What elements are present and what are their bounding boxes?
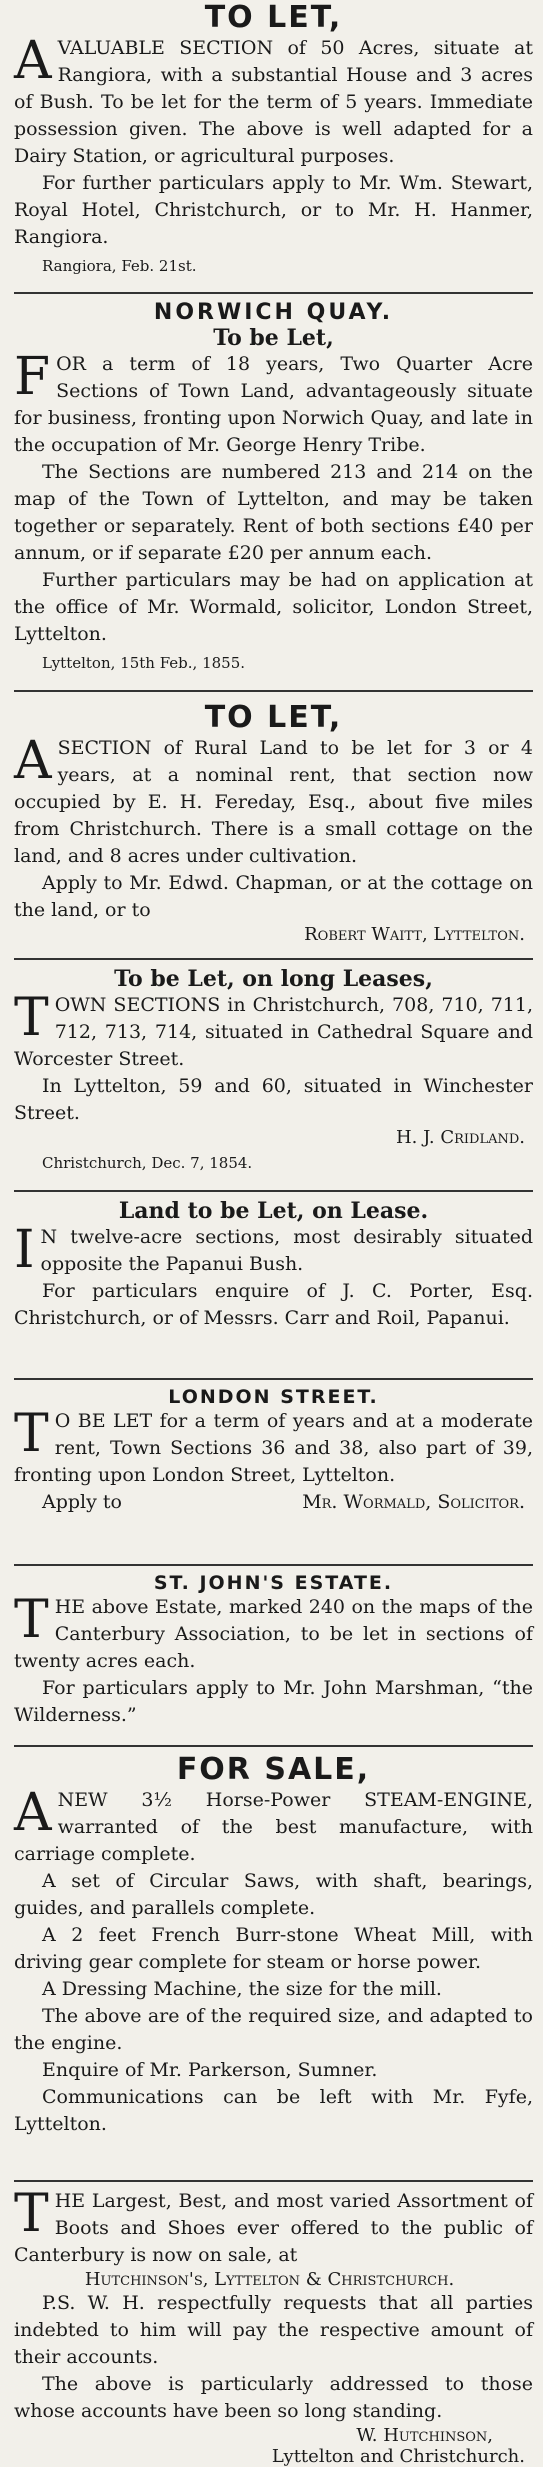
- divider: [14, 1745, 533, 1747]
- ad-lead-text: OWN SECTIONS in Christchurch, 708, 710, 711, 712, 713, 714, situated in Cathedral Square and Worcester Street.: [14, 994, 533, 1070]
- ad-to-let-rangiora: [14, 0, 533, 280]
- ad-body-text: For particulars enquire of J. C. Porter, Esq. Christchurch, or of Messrs. Carr and Roil, Papanui.: [14, 1280, 533, 1329]
- ad-lead-text: O BE LET for a term of years and at a moderate rent, Town Sections 36 and 38, also part of 39, fronting upon London Street, Lyttelton.: [14, 1410, 533, 1486]
- ad-body-text: In Lyttelton, 59 and 60, situated in Winchester Street.: [14, 1075, 533, 1124]
- ad-lead-text: HE Largest, Best, and most varied Assortment of Boots and Shoes ever offered to the public of Canterbury is now on sale, at: [14, 2190, 533, 2266]
- ad-body-text: Enquire of Mr. Parkerson, Sumner.: [42, 2059, 378, 2081]
- ad-subtitle: To be Let,: [213, 325, 334, 351]
- drop-cap: A: [14, 731, 52, 791]
- divider: [14, 1378, 533, 1380]
- ad-body-text: For particulars apply to Mr. John Marshman, “the Wilderness.”: [14, 1677, 533, 1726]
- ad-london-street: [14, 1386, 533, 1516]
- ad-body-text: Further particulars may be had on application at the office of Mr. Wormald, solicitor, London Street, Lyttelton.: [14, 569, 533, 645]
- ad-long-leases: [14, 966, 533, 1177]
- divider: [14, 1564, 533, 1566]
- ad-title: TO LET,: [204, 0, 343, 35]
- ad-body-text: The Sections are numbered 213 and 214 on the map of the Town of Lyttelton, and may be taken together or separately. Rent of both sections £40 per annum, or if separate £20 per annum each.: [14, 461, 533, 564]
- ad-title: NORWICH QUAY.: [153, 300, 394, 325]
- drop-cap: A: [14, 1783, 52, 1843]
- ad-signature: W. Hutchinson,: [356, 2425, 493, 2446]
- ad-boots-shoes: [14, 2184, 533, 2467]
- ad-body-text: P.S. W. H. respectfully requests that all parties indebted to him will pay the respective amount of their accounts.: [14, 2292, 533, 2368]
- ad-lead-text: HE above Estate, marked 240 on the maps of the Canterbury Association, to be let in sections of twenty acres each.: [14, 1596, 533, 1672]
- drop-cap: T: [14, 1404, 49, 1464]
- divider: [14, 958, 533, 960]
- ad-lead-text: NEW 3½ Horse-Power STEAM-ENGINE, warranted of the best manufacture, with carriage complete.: [14, 1789, 533, 1865]
- ad-st-johns-estate: [14, 1572, 533, 1729]
- drop-cap: T: [14, 2184, 49, 2244]
- ad-title: FOR SALE,: [176, 1752, 371, 1787]
- ad-date: Rangiora, Feb. 21st.: [42, 257, 197, 275]
- ad-title: ST. JOHN'S ESTATE.: [153, 1572, 394, 1594]
- ad-body-text: For further particulars apply to Mr. Wm. Stewart, Royal Hotel, Christchurch, or to Mr. H. Hanmer, Rangiora.: [14, 172, 533, 248]
- divider: [14, 2180, 533, 2182]
- ad-signature: Robert Waitt, Lyttelton.: [304, 924, 525, 945]
- ad-lead-text: VALUABLE SECTION of 50 Acres, situate at Rangiora, with a substantial House and 3 acres of Bush. To be let for the term of 5 years. Immediate possession given. The above is well adapted for a Dairy Station, or agricultural purposes.: [14, 37, 533, 167]
- ad-body-text: Communications can be left with Mr. Fyfe, Lyttelton.: [14, 2086, 533, 2135]
- ad-body-text: The above is particularly addressed to those whose accounts have been so long standing.: [14, 2373, 533, 2422]
- shop-name: Hutchinson's, Lyttelton & Christchurch.: [84, 2269, 455, 2290]
- ad-body-text: A 2 feet French Burr-stone Wheat Mill, with driving gear complete for steam or horse power.: [14, 1924, 533, 1973]
- ad-signature: Mr. Wormald, Solicitor.: [302, 1491, 525, 1513]
- drop-cap: A: [14, 31, 52, 91]
- ad-signature: H. J. Cridland.: [395, 1127, 525, 1148]
- ad-lead-text: OR a term of 18 years, Two Quarter Acre Sections of Town Land, advantageously situate for business, fronting upon Norwich Quay, and late in the occupation of Mr. George Henry Tribe.: [14, 353, 533, 456]
- ad-norwich-quay: [14, 300, 533, 677]
- ad-lead-text: SECTION of Rural Land to be let for 3 or 4 years, at a nominal rent, that section now occupied by E. H. Fereday, Esq., about five miles from Christchurch. There is a small cottage on the land, and 8 acres under cultivation.: [14, 737, 533, 867]
- ad-land-lease: [14, 1198, 533, 1332]
- ad-to-let-rural: [14, 700, 533, 945]
- ad-body-text: Apply to Mr. Edwd. Chapman, or at the cottage on the land, or to: [14, 872, 533, 921]
- ad-date: Lyttelton, 15th Feb., 1855.: [42, 654, 246, 672]
- apply-label: Apply to: [42, 1491, 122, 1513]
- ad-body-text: A Dressing Machine, the size for the mill.: [42, 1978, 442, 2000]
- ad-date: Christchurch, Dec. 7, 1854.: [42, 1154, 253, 1172]
- ad-body-text: A set of Circular Saws, with shaft, bearings, guides, and parallels complete.: [14, 1870, 533, 1919]
- divider: [14, 292, 533, 294]
- divider: [14, 690, 533, 692]
- ad-body-text: The above are of the required size, and adapted to the engine.: [14, 2005, 533, 2054]
- ad-subtitle: Land to be Let, on Lease.: [118, 1198, 429, 1224]
- divider: [14, 1190, 533, 1192]
- ad-title: LONDON STREET.: [168, 1386, 379, 1408]
- drop-cap: T: [14, 988, 49, 1048]
- drop-cap: T: [14, 1590, 49, 1650]
- ad-subtitle: To be Let, on long Leases,: [114, 966, 433, 992]
- ad-lead-text: N twelve-acre sections, most desirably situated opposite the Papanui Bush.: [40, 1226, 533, 1275]
- ad-for-sale: [14, 1752, 533, 2138]
- drop-cap: F: [14, 347, 51, 407]
- ad-body-text: [14, 1489, 533, 1516]
- drop-cap: I: [14, 1220, 35, 1280]
- ad-signature-place: Lyttelton and Christchurch.: [271, 2446, 525, 2467]
- ad-title: TO LET,: [204, 700, 343, 735]
